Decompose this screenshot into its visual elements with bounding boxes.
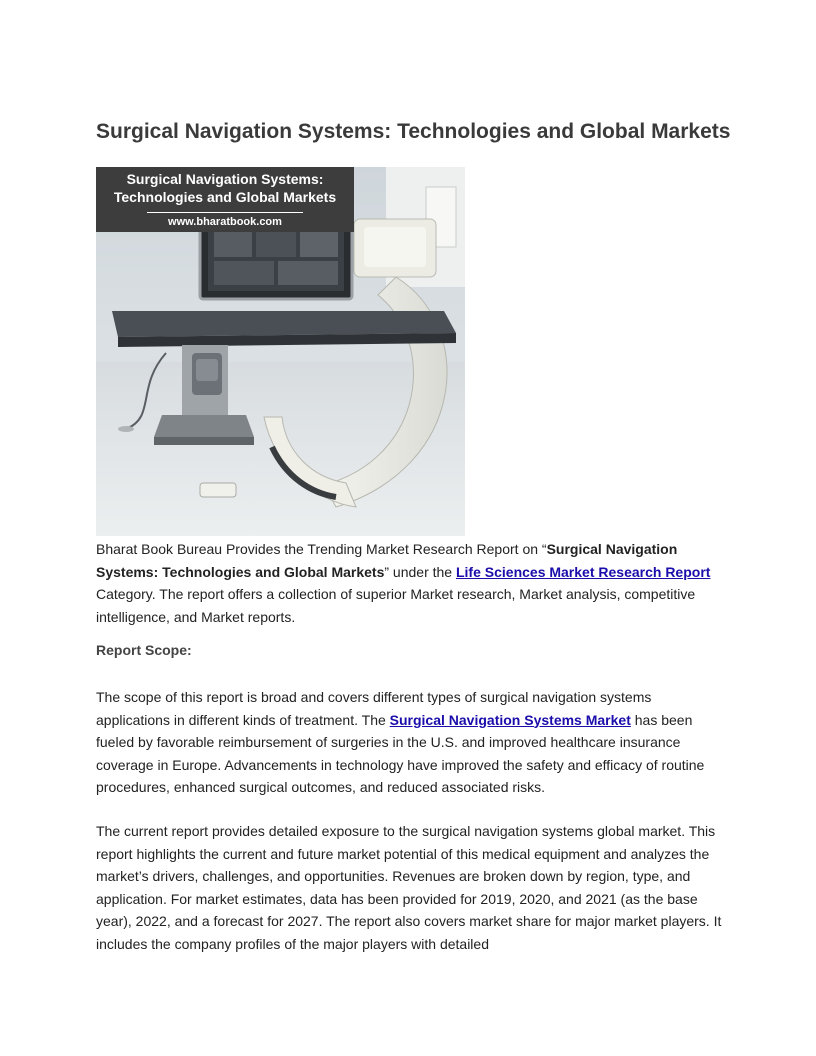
intro-text-1: Bharat Book Bureau Provides the Trending Market Research Report on “	[96, 541, 547, 557]
banner-divider	[147, 212, 303, 213]
banner-title-line-1: Surgical Navigation Systems:	[126, 171, 324, 187]
intro-text-3: Category. The report offers a collection of superior Market research, Market analysis, competitive intelligence, and Market reports.	[96, 586, 696, 625]
current-report-paragraph: The current report provides detailed exposure to the surgical navigation systems global market. This report highlights the current and future market potential of this medical equipment and analyzes the market’s drivers, challenges, and opportunities. Revenues are broken down by region, type, and application. For market estimates, data has been provided for 2019, 2020, and 2021 (as the base year), 2022, and a forecast for 2027. The report also covers market share for major market players. It includes the company profiles of the major players with detailed	[96, 823, 722, 952]
hero-image	[96, 167, 465, 536]
intro-text-2: ” under the	[384, 563, 456, 580]
banner-url: www.bharatbook.com	[168, 216, 282, 228]
market-report-link[interactable]: Surgical Navigation Systems Market	[389, 711, 631, 728]
report-scope-heading: Report Scope:	[96, 642, 192, 658]
life-sciences-report-link[interactable]: Life Sciences Market Research Report	[455, 563, 711, 580]
intro-paragraph	[96, 538, 722, 628]
scope-paragraph	[96, 686, 722, 799]
banner-title-line-2: Technologies and Global Markets	[113, 189, 337, 205]
scope-text-1: The scope of this report is broad and covers different types of surgical navigation systems applications in different kinds of treatment. The	[96, 689, 652, 728]
intro-report-name: Surgical Navigation Systems: Technologies and Global Markets	[96, 541, 678, 580]
image-caption-banner	[96, 167, 354, 232]
scope-text-2: has been fueled by favorable reimbursement of surgeries in the U.S. and improved healthcare insurance coverage in Europe. Advancements in technology have improved the safety and efficacy of routine procedures, enhanced surgical outcomes, and reduced associated risks.	[96, 711, 705, 795]
page-title: Surgical Navigation Systems: Technologies and Global Markets	[96, 120, 731, 143]
